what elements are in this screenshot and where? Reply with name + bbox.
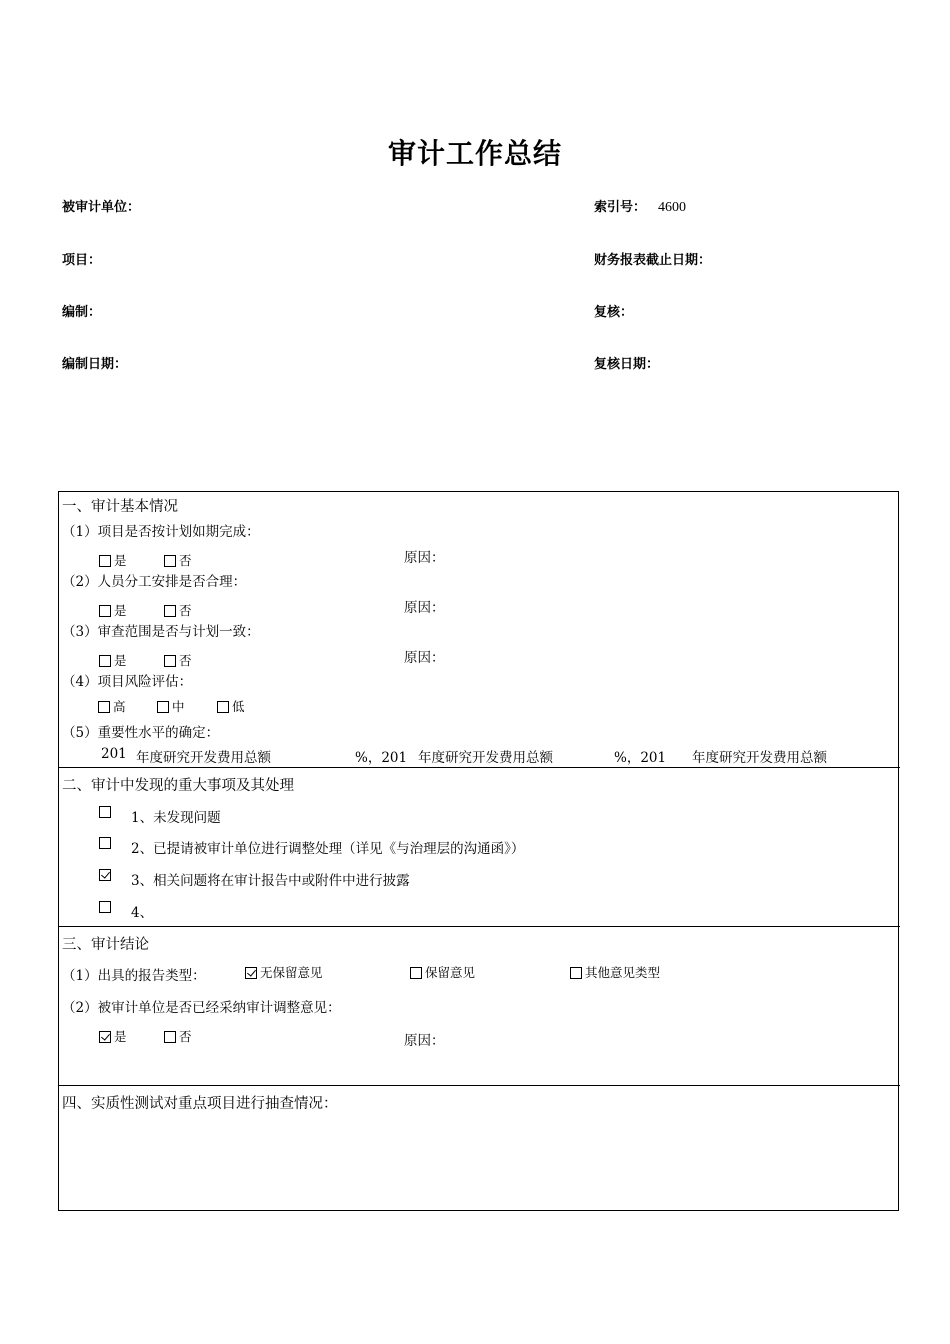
page-title: 审计工作总结 (387, 137, 562, 170)
adopted-yes-checkbox[interactable] (99, 1027, 127, 1045)
q2-label: （2）人员分工安排是否合理： (62, 574, 247, 590)
prepared-date-label: 编制日期： (62, 357, 128, 372)
prepared-field[interactable] (62, 301, 101, 320)
checkbox-icon (217, 701, 229, 713)
checkbox-icon (98, 701, 110, 713)
index-value: 4600 (658, 200, 687, 215)
materiality-sep-a: %，201 (355, 750, 408, 766)
q3-yes-label: 是 (114, 653, 127, 668)
finding-1-checkbox[interactable] (99, 806, 111, 818)
index-label: 索引号： (594, 200, 647, 215)
other-opinion-checkbox[interactable] (570, 963, 660, 981)
prepared-label: 编制： (62, 305, 102, 320)
risk-mid-label: 中 (172, 699, 185, 714)
finding-2-label: 2、已提请被审计单位进行调整处理（详见《与治理层的沟通函》） (131, 841, 525, 857)
checkbox-icon (99, 555, 111, 567)
finding-4-label: 4、 (131, 905, 154, 921)
finding-2-checkbox[interactable] (99, 837, 111, 849)
materiality-sep-b: %，201 (614, 750, 667, 766)
checkbox-icon (164, 605, 176, 617)
section-divider (58, 926, 900, 927)
materiality-text-a: 年度研究开发费用总额 (136, 750, 271, 766)
q3-label: （3）审查范围是否与计划一致： (62, 624, 260, 640)
project-label: 项目： (62, 253, 102, 268)
other-opinion-label: 其他意见类型 (585, 965, 661, 980)
adopted-no-label: 否 (179, 1029, 192, 1044)
reviewed-date-label: 复核日期： (594, 357, 660, 372)
materiality-year-a: 201 (101, 746, 127, 762)
index-field[interactable] (594, 196, 686, 216)
section-divider (58, 767, 900, 768)
checkbox-icon (570, 967, 582, 979)
q2-no-label: 否 (179, 603, 192, 618)
section3-title: 三、审计结论 (62, 937, 149, 953)
section4-title: 四、实质性测试对重点项目进行抽查情况： (62, 1096, 338, 1112)
q1-no-label: 否 (179, 553, 192, 568)
q1-reason-label: 原因： (404, 550, 445, 566)
q1-yes-label: 是 (114, 553, 127, 568)
unqualified-opinion-label: 无保留意见 (260, 965, 323, 980)
risk-high-checkbox[interactable] (98, 697, 126, 715)
auditee-field[interactable] (62, 196, 140, 215)
prepared-date-field[interactable] (62, 353, 127, 372)
unqualified-opinion-checkbox[interactable] (245, 963, 323, 981)
q5-label: （5）重要性水平的确定： (62, 725, 220, 741)
checkbox-icon (99, 605, 111, 617)
checkbox-icon (164, 1031, 176, 1043)
q2-yes-checkbox[interactable] (99, 601, 127, 619)
finding-1-label: 1、未发现问题 (131, 810, 221, 826)
adopted-reason-label: 原因： (404, 1033, 445, 1049)
fs-date-field[interactable] (594, 249, 711, 268)
q2-yes-label: 是 (114, 603, 127, 618)
q3-no-checkbox[interactable] (164, 651, 192, 669)
checkbox-icon (99, 655, 111, 667)
finding-3-label: 3、相关问题将在审计报告中或附件中进行披露 (131, 873, 410, 889)
adopted-no-checkbox[interactable] (164, 1027, 192, 1045)
section-divider (58, 1085, 900, 1086)
q1-label: （1）项目是否按计划如期完成： (62, 524, 260, 540)
adjustment-adopted-label: （2）被审计单位是否已经采纳审计调整意见： (62, 1000, 341, 1016)
q4-label: （4）项目风险评估： (62, 674, 193, 690)
q2-reason-label: 原因： (404, 600, 445, 616)
reviewed-date-field[interactable] (594, 353, 659, 372)
fs-date-label: 财务报表截止日期： (594, 253, 712, 268)
report-type-label: （1）出具的报告类型： (62, 968, 206, 984)
q2-no-checkbox[interactable] (164, 601, 192, 619)
finding-3-checkbox[interactable] (99, 869, 111, 881)
finding-4-checkbox[interactable] (99, 901, 111, 913)
risk-low-checkbox[interactable] (217, 697, 245, 715)
checkbox-icon (157, 701, 169, 713)
project-field[interactable] (62, 249, 101, 268)
q1-yes-checkbox[interactable] (99, 551, 127, 569)
reviewed-field[interactable] (594, 301, 633, 320)
qualified-opinion-checkbox[interactable] (410, 963, 475, 981)
materiality-text-b: 年度研究开发费用总额 (418, 750, 553, 766)
q3-yes-checkbox[interactable] (99, 651, 127, 669)
checkbox-icon (164, 655, 176, 667)
q1-no-checkbox[interactable] (164, 551, 192, 569)
risk-mid-checkbox[interactable] (157, 697, 185, 715)
q3-reason-label: 原因： (404, 650, 445, 666)
reviewed-label: 复核： (594, 305, 634, 320)
section2-title: 二、审计中发现的重大事项及其处理 (62, 778, 294, 794)
materiality-text-c: 年度研究开发费用总额 (692, 750, 827, 766)
adopted-yes-label: 是 (114, 1029, 127, 1044)
auditee-label: 被审计单位： (62, 200, 141, 215)
checkbox-icon (410, 967, 422, 979)
risk-high-label: 高 (113, 699, 126, 714)
q3-no-label: 否 (179, 653, 192, 668)
checkbox-checked-icon (245, 967, 257, 979)
section1-title: 一、审计基本情况 (62, 499, 178, 515)
qualified-opinion-label: 保留意见 (425, 965, 476, 980)
checkbox-icon (164, 555, 176, 567)
risk-low-label: 低 (232, 699, 245, 714)
checkbox-checked-icon (99, 1031, 111, 1043)
